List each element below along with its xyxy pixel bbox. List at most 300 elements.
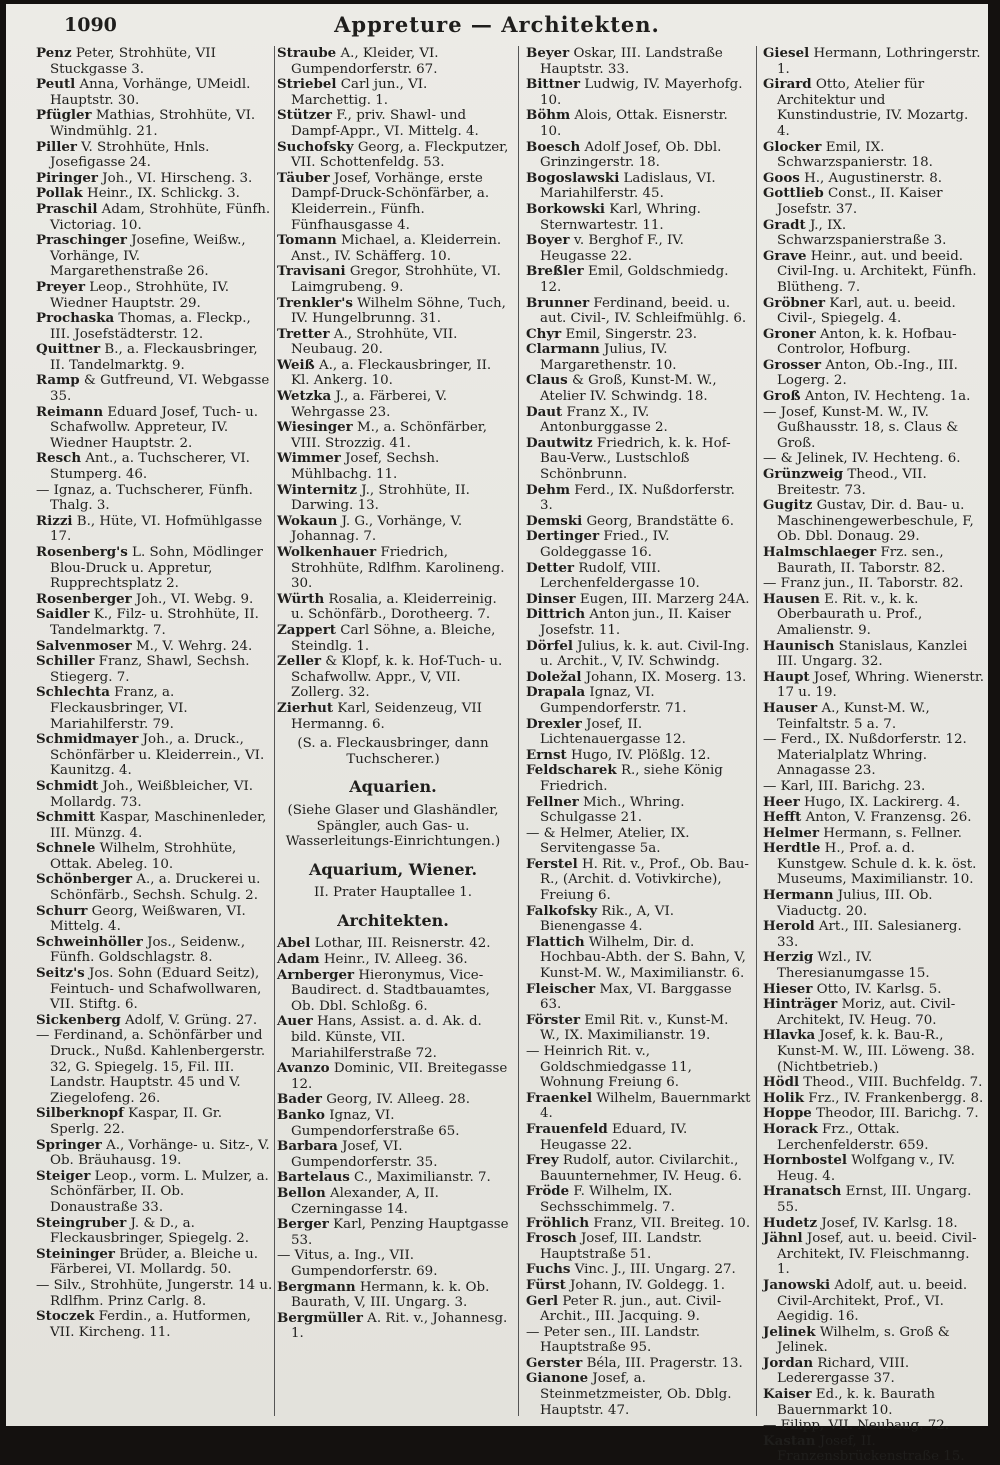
- directory-entry: [763, 1356, 985, 1387]
- entry-details: — Josef, Kunst-M. W., IV. Gußhausstr. 18, s. Claus & Groß.: [763, 404, 959, 451]
- entry-name: Hödl: [763, 1074, 800, 1091]
- entry-details: Emil Rit. v., Kunst-M. W., IX. Maximilianstr. 19.: [540, 1012, 729, 1044]
- entry-name: Fürst: [526, 1276, 566, 1293]
- directory-entry: [526, 514, 751, 530]
- entry-details: Anton, IV. Hechteng. 1a.: [800, 389, 971, 405]
- entry-details: Johann, IV. Goldegg. 1.: [565, 1277, 725, 1293]
- directory-entry: [36, 373, 274, 404]
- directory-entry: [277, 623, 509, 654]
- entry-details: — Silv., Strohhüte, Jungerstr. 14 u. Rdlfhm. Prinz Carlg. 8.: [36, 1277, 273, 1309]
- entry-details: Franz, VII. Breiteg. 10.: [589, 1215, 751, 1231]
- entry-details: Anna, Vorhänge, UMeidl. Hauptstr. 30.: [50, 77, 251, 108]
- entry-name: Schiller: [36, 653, 95, 670]
- entry-name: Hieser: [763, 980, 813, 997]
- directory-entry: [526, 1122, 751, 1153]
- entry-name: Kastan: [763, 1432, 816, 1449]
- directory-entry: [36, 545, 274, 592]
- directory-entry: [763, 171, 985, 187]
- entry-name: Doležal: [526, 668, 582, 685]
- entry-details: Mich., Whring. Schulgasse 21.: [540, 794, 685, 826]
- entry-details: v. Berghof F., IV. Heugasse 22.: [540, 233, 684, 264]
- directory-entry: [526, 436, 751, 483]
- entry-details: Friedrich, k. k. Hof-Bau-Verw., Lustschloß Schönbrunn.: [540, 435, 731, 483]
- entry-name: Gugitz: [763, 497, 813, 514]
- entry-details: Karl, Penzing Hauptgasse 53.: [291, 1217, 509, 1248]
- entry-details: Julius, k. k. aut. Civil-Ing. u. Archit., V, IV. Schwindg.: [540, 638, 750, 670]
- entry-details: L. Sohn, Mödlinger Blou-Druck u. Appretur, Rupprechtsplatz 2.: [50, 545, 263, 592]
- directory-entry: [36, 1169, 274, 1216]
- entry-name: Groner: [763, 325, 816, 342]
- directory-entry: [763, 1091, 985, 1107]
- directory-entry: [277, 1061, 509, 1092]
- entry-details: Adolf Josef, Ob. Dbl. Grinzingerstr. 18.: [540, 139, 722, 171]
- entry-details: Dominic, VII. Breitegasse 12.: [291, 1061, 508, 1092]
- entry-name: Barbara: [277, 1138, 338, 1155]
- column-divider: [518, 46, 519, 1416]
- directory-entry: [763, 498, 985, 545]
- entry-name: Tretter: [277, 325, 330, 342]
- entry-name: Wimmer: [277, 450, 341, 467]
- directory-entry: [526, 342, 751, 373]
- entry-details: Carl Söhne, a. Bleiche, Steindlg. 1.: [291, 622, 496, 654]
- directory-entry: [277, 451, 509, 482]
- directory-entry: [526, 108, 751, 139]
- entry-details: Heinr., IV. Alleeg. 36.: [319, 952, 468, 968]
- directory-entry: [763, 1153, 985, 1184]
- directory-entry: [763, 1418, 985, 1434]
- directory-entry: [36, 639, 274, 655]
- entry-name: Springer: [36, 1136, 102, 1153]
- entry-details: Josef, a. Steinmetzmeister, Ob. Dblg. Hauptstr. 47.: [540, 1371, 732, 1418]
- entry-name: Bogoslawski: [526, 169, 620, 186]
- directory-entry: [526, 327, 751, 343]
- entry-name: Schlechta: [36, 684, 110, 701]
- entry-details: Frz., IV. Frankenbergg. 8.: [804, 1090, 984, 1106]
- column-divider: [274, 46, 275, 1416]
- entry-name: Gradt: [763, 216, 806, 233]
- entry-name: Hefft: [763, 809, 802, 826]
- directory-entry: [277, 654, 509, 701]
- entry-name: Bergmann: [277, 1278, 356, 1295]
- entry-name: Bartelaus: [277, 1169, 350, 1186]
- entry-details: Anton, Ob.-Ing., III. Logerg. 2.: [777, 357, 958, 389]
- entry-details: C., Maximilianstr. 7.: [349, 1170, 491, 1186]
- directory-entry: [526, 1356, 751, 1372]
- directory-entry: [763, 405, 985, 452]
- directory-entry: [763, 327, 985, 358]
- entry-details: Wolfgang v., IV. Heug. 4.: [777, 1153, 956, 1184]
- directory-entry: [277, 140, 509, 171]
- entry-name: Resch: [36, 450, 82, 467]
- entry-details: Joh., Weißbleicher, VI. Mollardg. 73.: [50, 778, 254, 810]
- entry-name: Wetzka: [277, 388, 332, 405]
- entry-details: Art., III. Salesianerg. 33.: [777, 919, 962, 950]
- entry-details: Oskar, III. Landstraße Hauptstr. 33.: [540, 46, 723, 77]
- page-number: 1090: [64, 14, 117, 36]
- entry-name: Zeller: [277, 653, 322, 670]
- entry-details: Lothar, III. Reisnerstr. 42.: [310, 936, 491, 952]
- entry-name: Clarmann: [526, 341, 600, 358]
- directory-entry: [763, 1184, 985, 1215]
- entry-details: A., a. Fleckausbringer, II. Kl. Ankerg. 10.: [291, 357, 492, 389]
- directory-entry: [277, 968, 509, 1015]
- entry-details: Josef, k. k. Bau-R., Kunst-M. W., III. Löweng. 38. (Nichtbetrieb.): [777, 1028, 975, 1075]
- entry-details: Josefine, Weißw., Vorhänge, IV. Margarethenstraße 26.: [50, 233, 246, 280]
- directory-entry: [277, 327, 509, 358]
- directory-entry: [277, 1139, 509, 1170]
- directory-entry: [763, 888, 985, 919]
- entry-details: Johann, IX. Moserg. 13.: [581, 669, 747, 685]
- entry-name: Wiesinger: [277, 419, 353, 436]
- entry-name: Pfügler: [36, 107, 92, 124]
- entry-details: Anton jun., II. Kaiser Josefstr. 11.: [540, 607, 731, 638]
- entry-name: Halmschlaeger: [763, 544, 877, 560]
- entry-name: Stützer: [277, 107, 332, 124]
- directory-entry: [763, 795, 985, 811]
- entry-name: Silberknopf: [36, 1105, 124, 1122]
- entry-name: Berger: [277, 1216, 329, 1233]
- entry-details: A., Strohhüte, VII. Neubaug. 20.: [291, 326, 458, 358]
- entry-details: Emil, IX. Schwarzspanierstr. 18.: [777, 139, 933, 171]
- entry-details: Wilhelm Söhne, Tuch, IV. Hungelbrunng. 31.: [291, 295, 506, 327]
- entry-details: — & Jelinek, IV. Hechteng. 6.: [763, 451, 961, 467]
- entry-details: Vinc. J., III. Ungarg. 27.: [570, 1262, 736, 1278]
- directory-entry: [526, 982, 751, 1013]
- entry-name: Beyer: [526, 45, 570, 61]
- entry-details: Josef, II. Lichtenauergasse 12.: [540, 716, 686, 748]
- entry-details: H. Rit. v., Prof., Ob. Bau-R., (Archit. d. Votivkirche), Freiung 6.: [540, 856, 749, 904]
- entry-details: Peter, Strohhüte, VII Stuckgasse 3.: [50, 46, 216, 77]
- entry-details: — Vitus, a. Ing., VII. Gumpendorferstr. 69.: [277, 1248, 438, 1279]
- directory-entry: [36, 779, 274, 810]
- directory-entry: [36, 233, 274, 280]
- entry-details: — Heinrich Rit. v., Goldschmiedgasse 11, Wohnung Freiung 6.: [526, 1044, 692, 1091]
- directory-entry: [277, 46, 509, 77]
- entry-name: Tomann: [277, 232, 337, 249]
- directory-entry: [526, 171, 751, 202]
- entry-details: Rosalia, a. Kleiderreinig. u. Schönfärb., Dorotheerg. 7.: [291, 591, 497, 623]
- entry-name: Jordan: [763, 1354, 814, 1371]
- entry-name: Böhm: [526, 107, 571, 124]
- entry-name: Striebel: [277, 76, 337, 93]
- directory-entry: [277, 1248, 509, 1279]
- entry-name: Würth: [277, 590, 325, 607]
- directory-entry: [36, 342, 274, 373]
- section-heading: Architekten.: [337, 910, 449, 930]
- entry-name: Brunner: [526, 294, 590, 311]
- entry-details: Alexander, A, II. Czerningasse 14.: [291, 1185, 439, 1217]
- entry-details: Wilhelm, Dir. d. Hochbau-Abth. der S. Bahn, V, Kunst-M. W., Maximilianstr. 6.: [540, 934, 746, 982]
- directory-entry: [277, 1311, 509, 1342]
- directory-entry: [763, 1028, 985, 1075]
- entry-details: Adolf, aut. u. beeid. Civil-Architekt, Prof., VI. Aegidig. 16.: [777, 1277, 968, 1325]
- directory-entry: [763, 826, 985, 842]
- entry-name: Drexler: [526, 715, 582, 732]
- entry-name: Rosenberger: [36, 590, 132, 607]
- entry-name: Avanzo: [277, 1060, 330, 1077]
- entry-details: — Ferd., IX. Nußdorferstr. 12. Materialplatz Whring. Annagasse 23.: [763, 732, 967, 779]
- entry-details: J., a. Färberei, V. Wehrgasse 23.: [291, 389, 448, 420]
- entry-name: Girard: [763, 76, 812, 93]
- directory-entry: [763, 701, 985, 732]
- entry-details: Ludwig, IV. Mayerhofg. 10.: [540, 77, 743, 108]
- cross-reference-note: (S. a. Fleckausbringer, dann Tuchscherer.): [297, 736, 489, 767]
- cross-reference-note: II. Prater Hauptallee 1.: [313, 885, 473, 901]
- directory-entry: [36, 607, 274, 638]
- entry-name: Sickenberg: [36, 1011, 121, 1028]
- entry-details: M., V. Wehrg. 24.: [131, 638, 253, 654]
- entry-details: J. & D., a. Fleckausbringer, Spiegelg. 2.: [50, 1215, 250, 1247]
- entry-name: Glocker: [763, 138, 822, 155]
- entry-name: Schmitt: [36, 809, 96, 826]
- directory-entry: [526, 670, 751, 686]
- entry-details: Julius, IV. Margarethenstr. 10.: [540, 342, 677, 373]
- entry-details: — Ferdinand, a. Schönfärber und Druck., Nußd. Kahlenbergerstr. 32, G. Spiegelg. 15, Fil. III. Landstr. Hauptstr. 45 und V. Ziegelofeng. 26.: [36, 1028, 266, 1106]
- entry-details: F. Wilhelm, IX. Sechsschimmelg. 7.: [540, 1184, 675, 1215]
- directory-entry: [763, 545, 985, 576]
- entry-details: — Peter sen., III. Landstr. Hauptstraße 95.: [526, 1324, 701, 1356]
- directory-entry: [526, 1371, 751, 1418]
- directory-entry: [763, 1278, 985, 1325]
- directory-entry: [763, 810, 985, 826]
- entry-name: Preyer: [36, 278, 85, 295]
- entry-name: Winternitz: [277, 481, 357, 498]
- entry-details: Joh., VI. Webg. 9.: [131, 591, 254, 607]
- entry-details: Josef, II. Franzensbrückenstraße 15.: [777, 1433, 965, 1465]
- directory-entry: [277, 1170, 509, 1186]
- entry-details: Const., II. Kaiser Josefstr. 37.: [777, 186, 943, 217]
- directory-entry: [526, 717, 751, 748]
- entry-name: Schmidmayer: [36, 731, 139, 748]
- entry-details: Joh., VI. Hirscheng. 3.: [97, 170, 253, 186]
- entry-details: Georg, Weißwaren, VI. Mittelg. 4.: [50, 903, 246, 935]
- entry-name: Grave: [763, 247, 807, 264]
- directory-entry: [36, 904, 274, 935]
- column-divider: [756, 46, 757, 1416]
- directory-entry: [36, 1247, 274, 1278]
- entry-name: Salvenmoser: [36, 637, 132, 654]
- entry-details: A., Kleider, VI. Gumpendorferstr. 67.: [291, 46, 439, 77]
- entry-name: Ernst: [526, 746, 567, 763]
- directory-entry: [763, 1325, 985, 1356]
- entry-name: Gerster: [526, 1354, 583, 1371]
- directory-entry: [277, 420, 509, 451]
- entry-details: J., IX. Schwarzspanierstraße 3.: [777, 217, 947, 249]
- entry-details: Anton, k. k. Hofbau-Controlor, Hofburg.: [777, 326, 957, 358]
- column-2: [277, 46, 509, 1418]
- directory-entry: [526, 639, 751, 670]
- directory-entry: [763, 919, 985, 950]
- directory-entry: [763, 732, 985, 779]
- directory-entry: [36, 935, 274, 966]
- entry-details: Eduard Josef, Tuch- u. Schafwollw. Appreteur, IV. Wiedner Hauptstr. 2.: [50, 404, 259, 451]
- entry-details: Stanislaus, Kanzlei III. Ungarg. 32.: [777, 638, 968, 670]
- entry-details: Emil, Goldschmiedg. 12.: [540, 264, 729, 295]
- entry-details: Hugo, IX. Lackirerg. 4.: [799, 794, 961, 810]
- directory-entry: [526, 1231, 751, 1262]
- directory-entry: [763, 186, 985, 217]
- entry-details: Fried., IV. Goldeggasse 16.: [540, 529, 670, 560]
- entry-details: Ladislaus, VI. Mariahilferstr. 45.: [540, 170, 716, 202]
- directory-entry: [526, 607, 751, 638]
- entry-details: Georg, Brandstätte 6.: [582, 513, 735, 529]
- entry-name: Horack: [763, 1120, 818, 1137]
- entry-details: Heinr., aut. und beeid. Civil-Ing. u. Architekt, Fünfh. Blütheng. 7.: [777, 248, 977, 295]
- entry-name: Rizzi: [36, 512, 73, 529]
- directory-entry: [36, 872, 274, 903]
- directory-entry: [763, 451, 985, 467]
- entry-details: Ferdinand, beeid. u. aut. Civil-, IV. Schleifmühlg. 6.: [540, 295, 747, 327]
- entry-details: Emil, Singerstr. 23.: [561, 326, 698, 342]
- directory-entry: [526, 1153, 751, 1184]
- directory-entry: [36, 1278, 274, 1309]
- entry-name: Frosch: [526, 1230, 577, 1247]
- directory-entry: [763, 467, 985, 498]
- entry-name: Daut: [526, 403, 563, 420]
- entry-name: Boesch: [526, 138, 581, 155]
- entry-name: Fellner: [526, 793, 579, 810]
- entry-details: Kaspar, II. Gr. Sperlg. 22.: [50, 1106, 222, 1137]
- entry-details: Rik., A, VI. Bienengasse 4.: [540, 903, 675, 935]
- entry-details: Alois, Ottak. Eisnerstr. 10.: [540, 108, 728, 139]
- entry-name: Grosser: [763, 356, 822, 373]
- entry-name: Banko: [277, 1107, 325, 1123]
- directory-entry: [277, 264, 509, 295]
- entry-name: Travisani: [277, 263, 346, 280]
- entry-name: Herold: [763, 918, 815, 935]
- entry-details: A., Kunst-M. W., Teinfaltstr. 5 a. 7.: [777, 700, 930, 732]
- directory-entry: [36, 77, 274, 108]
- entry-name: Straube: [277, 45, 337, 61]
- entry-name: Schurr: [36, 902, 88, 919]
- entry-details: Josef, Sechsh. Mühlbachg. 11.: [291, 451, 440, 483]
- entry-name: Gerl: [526, 1292, 559, 1309]
- entry-details: Max, VI. Barggasse 63.: [540, 981, 732, 1013]
- entry-name: Zappert: [277, 621, 336, 638]
- entry-name: Fuchs: [526, 1261, 571, 1278]
- entry-details: Wilhelm, Strohhüte, Ottak. Abeleg. 10.: [50, 841, 237, 872]
- entry-details: Ernst, III. Ungarg. 55.: [777, 1184, 972, 1215]
- entry-details: Jos. Sohn (Eduard Seitz), Feintuch- und Schafwollwaren, VII. Stiftg. 6.: [50, 966, 262, 1013]
- directory-entry: [36, 1216, 274, 1247]
- directory-entry: [36, 46, 274, 77]
- entry-name: Abel: [277, 935, 311, 952]
- entry-details: Anton, V. Franzensg. 26.: [801, 810, 972, 826]
- entry-name: Gianone: [526, 1370, 589, 1387]
- directory-entry: [526, 592, 751, 608]
- entry-name: Hermann: [763, 887, 834, 904]
- directory-entry: [36, 1309, 274, 1340]
- entry-details: Franz X., IV. Antonburggasse 2.: [540, 404, 668, 436]
- directory-entry: [277, 233, 509, 264]
- directory-entry: [36, 1028, 274, 1106]
- entry-details: Hermann, k. k. Ob. Baurath, V, III. Ungarg. 3.: [291, 1279, 490, 1311]
- directory-entry: [763, 1122, 985, 1153]
- directory-entry: [763, 779, 985, 795]
- entry-name: Haupt: [763, 668, 810, 685]
- entry-details: — Filipp, VII. Neubaug. 72.: [763, 1418, 950, 1434]
- entry-name: Hlavka: [763, 1027, 816, 1044]
- directory-entry: [526, 904, 751, 935]
- directory-entry: [277, 514, 509, 545]
- entry-details: Otto, Atelier für Architektur und Kunstindustrie, IV. Mozartg. 4.: [777, 77, 969, 139]
- entry-details: E. Rit. v., k. k. Oberbaurath u. Prof., Amalienstr. 9.: [777, 591, 923, 638]
- entry-details: Rudolf, VIII. Lerchenfeldergasse 10.: [540, 560, 700, 592]
- entry-name: Herdtle: [763, 840, 821, 857]
- entry-details: Richard, VIII. Lederergasse 37.: [777, 1355, 910, 1387]
- entry-details: Hieronymus, Vice-Baudirect. d. Stadtbauamtes, Ob. Dbl. Schloßg. 6.: [291, 967, 490, 1014]
- directory-entry: [36, 311, 274, 342]
- directory-entry: [36, 280, 274, 311]
- directory-entry: [763, 249, 985, 296]
- directory-entry: [36, 841, 274, 872]
- entry-name: Täuber: [277, 169, 330, 186]
- column-1: [36, 46, 274, 1418]
- entry-details: Béla, III. Pragerstr. 13.: [582, 1355, 743, 1371]
- directory-entry: [526, 763, 751, 794]
- entry-name: Stoczek: [36, 1308, 95, 1325]
- section-heading: Aquarium, Wiener.: [308, 859, 478, 879]
- entry-name: Dehm: [526, 481, 571, 498]
- entry-details: Josef, IV. Karlsg. 18.: [817, 1215, 958, 1231]
- entry-details: Theod., VIII. Buchfeldg. 7.: [799, 1075, 983, 1091]
- entry-details: Franz, a. Fleckausbringer, VI. Mariahilferstr. 79.: [50, 685, 188, 732]
- entry-name: Borkowski: [526, 200, 605, 217]
- entry-name: Hranatsch: [763, 1183, 842, 1200]
- directory-entry: [526, 202, 751, 233]
- entry-name: Ramp: [36, 372, 80, 389]
- directory-entry: [277, 483, 509, 514]
- directory-entry: [763, 46, 985, 77]
- entry-details: Joh., a. Druck., Schönfärber u. Kleiderrein., VI. Kaunitzg. 4.: [50, 732, 265, 779]
- directory-entry: [277, 108, 509, 139]
- directory-entry: [763, 1075, 985, 1091]
- entry-name: Fleischer: [526, 980, 596, 997]
- directory-entry: [36, 685, 274, 732]
- entry-name: Frauenfeld: [526, 1120, 608, 1137]
- entry-name: Breßler: [526, 263, 584, 280]
- entry-name: Dörfel: [526, 637, 573, 654]
- entry-name: Bellon: [277, 1184, 326, 1201]
- entry-details: Julius, III. Ob. Viaductg. 20.: [777, 888, 933, 919]
- page-header: [6, 8, 988, 42]
- directory-page: [6, 4, 988, 1465]
- entry-details: & Groß, Kunst-M. W., Atelier IV. Schwindg. 18.: [540, 373, 717, 405]
- entry-details: Ferd., IX. Nußdorferstr. 3.: [540, 482, 735, 514]
- directory-entry: [763, 389, 985, 405]
- entry-details: Thomas, a. Fleckp., III. Josefstädterstr. 12.: [50, 311, 251, 342]
- entry-name: Bergmüller: [277, 1309, 363, 1326]
- directory-entry: [36, 592, 274, 608]
- entry-details: Ed., k. k. Baurath Bauernmarkt 10.: [777, 1387, 935, 1418]
- directory-entry: [763, 1106, 985, 1122]
- entry-name: Schmidt: [36, 777, 99, 794]
- cross-reference-note: (Siehe Glaser und Glashändler, Spängler, auch Gas- u. Wasserleitungs-Einrichtungen.): [285, 802, 501, 850]
- directory-entry: [763, 140, 985, 171]
- entry-name: Dinser: [526, 590, 576, 607]
- directory-entry: [36, 1138, 274, 1169]
- entry-name: Schnele: [36, 840, 96, 857]
- directory-entry: [526, 405, 751, 436]
- directory-entry: [277, 296, 509, 327]
- directory-entry: [763, 982, 985, 998]
- entry-details: Karl, Whring. Sternwartestr. 11.: [540, 201, 701, 233]
- directory-entry: [526, 857, 751, 904]
- entry-details: Josef, aut. u. beeid. Civil-Architekt, IV. Fleischmanng. 1.: [777, 1231, 977, 1278]
- entry-details: J. G., Vorhänge, V. Johannag. 7.: [291, 513, 463, 545]
- entry-name: Hausen: [763, 590, 820, 607]
- entry-details: A., Vorhänge- u. Sitz-, V. Ob. Bräuhausg. 19.: [50, 1137, 270, 1169]
